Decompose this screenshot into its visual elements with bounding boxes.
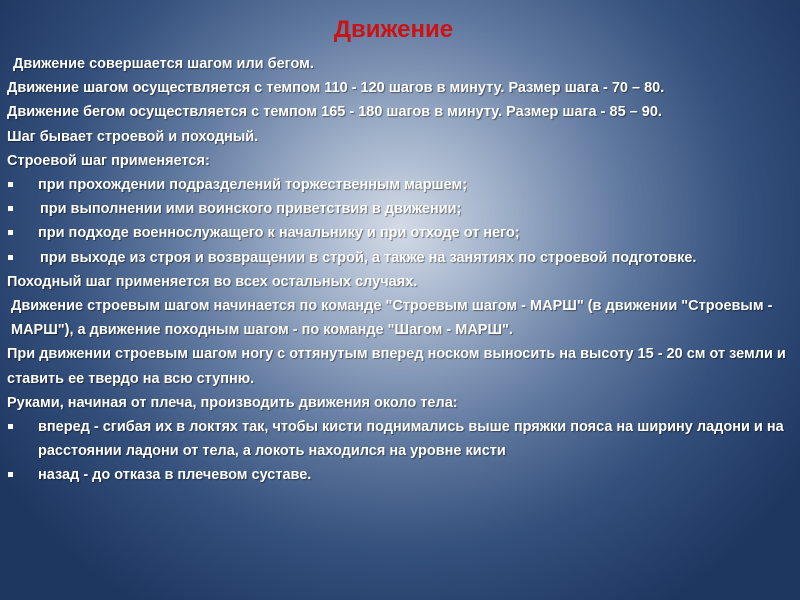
bullet-icon — [8, 206, 13, 211]
list-item-text: при выполнении ими воинского приветствия в движении; — [40, 201, 462, 218]
arm-movement-list — [7, 415, 789, 488]
list-item — [7, 246, 789, 270]
list-item — [7, 415, 789, 463]
list-item-text: назад - до отказа в плечевом суставе. — [38, 467, 312, 484]
paragraph-commands: Движение строевым шагом начинается по команде "Строевым шагом - МАРШ" (в движении "Строевым - МАРШ"), а движение походным шагом - по команде "Шагом - МАРШ". — [11, 298, 773, 339]
paragraph-movement-types: Движение совершается шагом или бегом. — [13, 56, 314, 72]
bullet-icon — [8, 255, 13, 260]
paragraph-step-kinds: Шаг бывает строевой и походный. — [7, 128, 259, 145]
paragraph-drill-step-usage: Строевой шаг применяется: — [7, 152, 210, 169]
paragraph-arm-movement: Руками, начиная от плеча, производить движения около тела: — [7, 394, 458, 411]
list-item — [7, 173, 789, 197]
bullet-icon — [8, 424, 13, 429]
paragraph-march-step: Походный шаг применяется во всех остальных случаях. — [7, 273, 418, 290]
list-item — [7, 197, 789, 221]
paragraph-leg-movement: При движении строевым шагом ногу с оттянутым вперед носком выносить на высоту 15 - 20 см от земли и ставить ее твердо на всю ступню. — [7, 346, 786, 387]
paragraph-walking-tempo: Движение шагом осуществляется с темпом 110 - 120 шагов в минуту. Размер шага - 70 – 80. — [7, 80, 665, 97]
list-item-text: при подходе военнослужащего к начальнику и при отходе от него; — [38, 225, 520, 242]
list-item-text: вперед - сгибая их в локтях так, чтобы кисти поднимались выше пряжки пояса на ширину ладони и на расстоянии ладони от тела, а локоть находился на уровне кисти — [38, 419, 784, 460]
list-item — [7, 463, 789, 487]
paragraph-running-tempo: Движение бегом осуществляется с темпом 165 - 180 шагов в минуту. Размер шага - 85 – 90. — [7, 104, 662, 121]
list-item-text: при прохождении подразделений торжественным маршем; — [38, 177, 468, 194]
slide-content — [7, 52, 789, 488]
list-item-text: при выходе из строя и возвращении в строй, а также на занятиях по строевой подготовке. — [40, 249, 697, 266]
bullet-icon — [8, 472, 13, 477]
drill-step-list — [7, 173, 789, 270]
bullet-icon — [8, 182, 13, 187]
list-item — [7, 221, 789, 245]
bullet-icon — [8, 230, 13, 235]
slide-title: Движение — [333, 16, 454, 43]
